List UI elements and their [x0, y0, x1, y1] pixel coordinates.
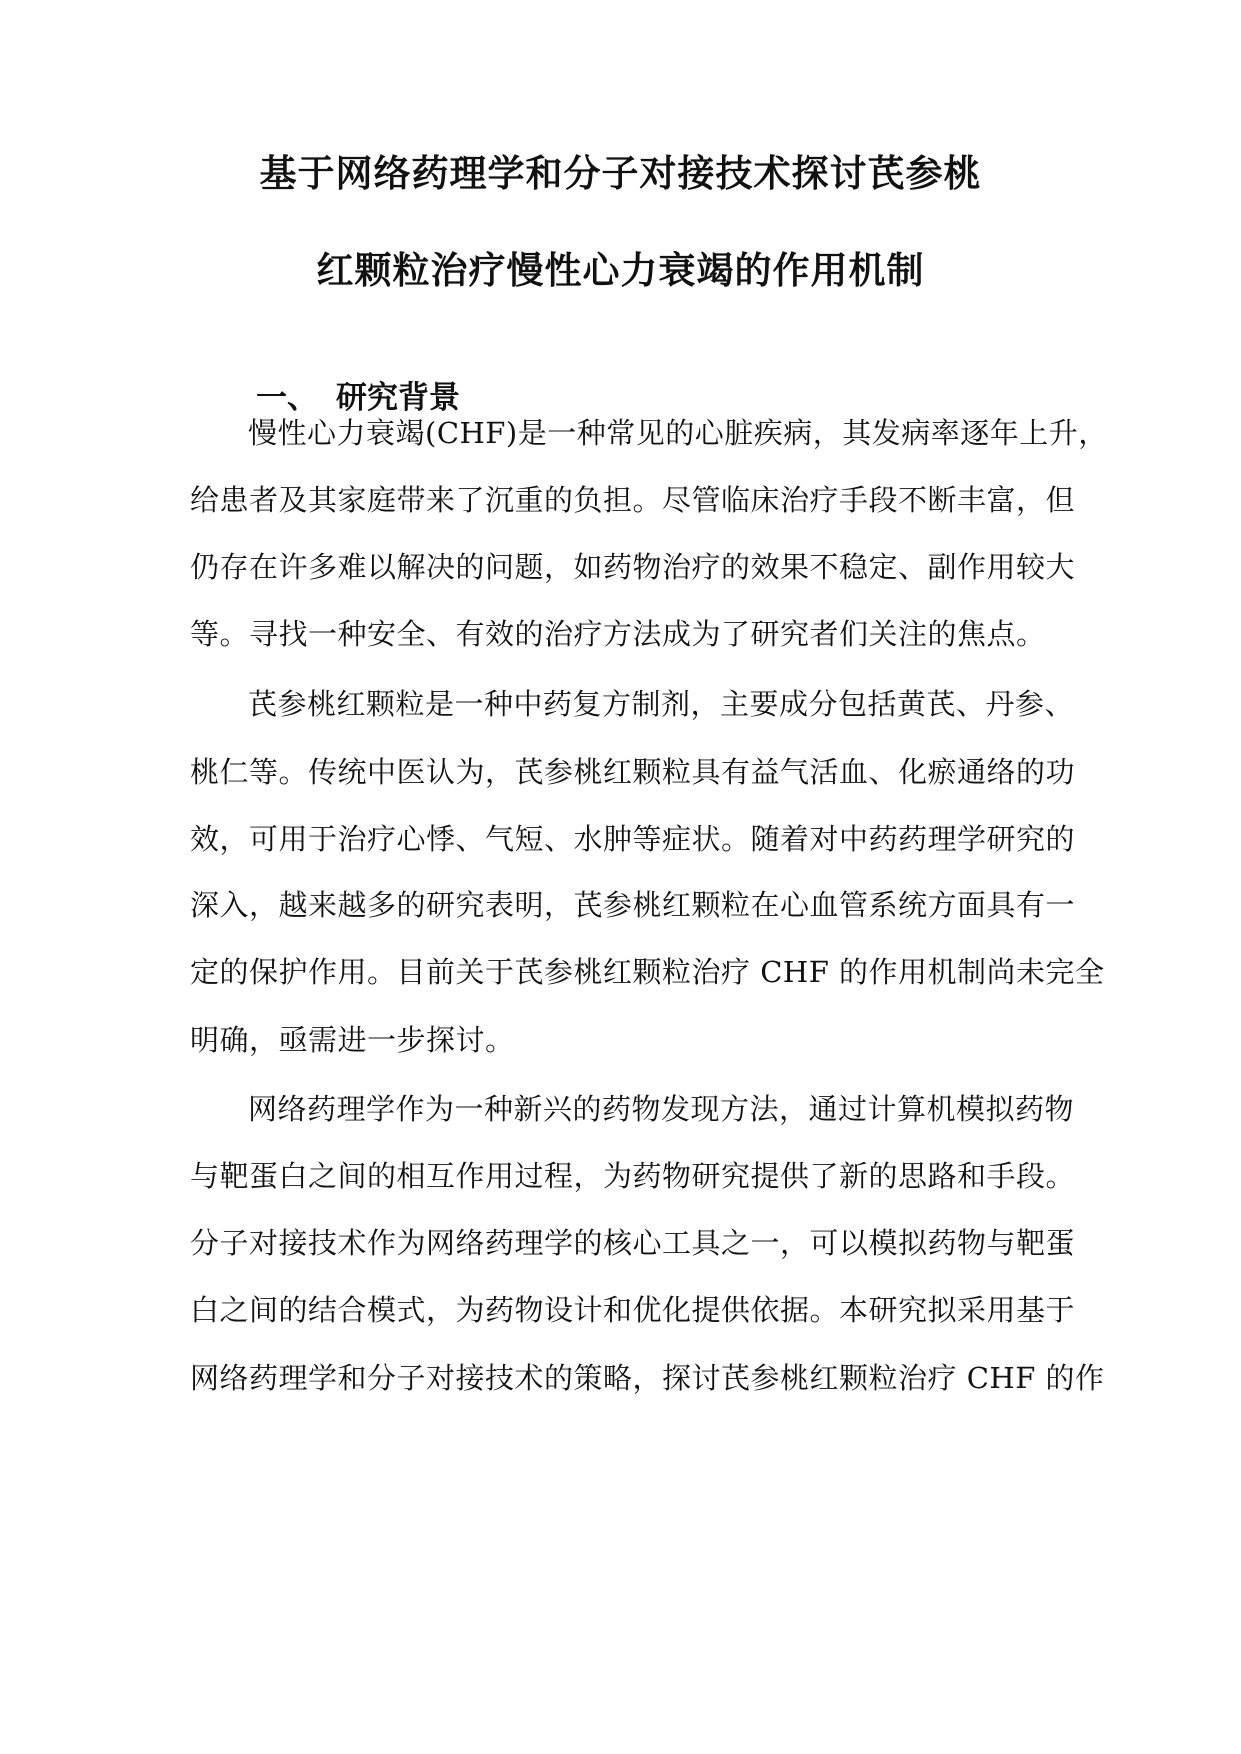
- paragraph-line: 网络药理学作为一种新兴的药物发现方法，通过计算机模拟药物: [248, 1092, 1075, 1126]
- document-title-line-2: 红颗粒治疗慢性心力衰竭的作用机制: [316, 249, 925, 292]
- section-number: 一、: [256, 380, 318, 416]
- paragraph-line: 等。寻找一种安全、有效的治疗方法成为了研究者们关注的焦点。: [190, 617, 1046, 651]
- paragraph-line: 与靶蛋白之间的相互作用过程，为药物研究提供了新的思路和手段。: [190, 1159, 1076, 1193]
- paragraph-line: 分子对接技术作为网络药理学的核心工具之一，可以模拟药物与靶蛋: [190, 1226, 1076, 1260]
- paragraph-line: 慢性心力衰竭(CHF)是一种常见的心脏疾病，其发病率逐年上升，: [248, 416, 1108, 450]
- paragraph-line: 效，可用于治疗心悸、气短、水肿等症状。随着对中药药理学研究的: [190, 822, 1076, 856]
- paragraph-line: 白之间的结合模式，为药物设计和优化提供依据。本研究拟采用基于: [190, 1293, 1076, 1327]
- paragraph-line: 网络药理学和分子对接技术的策略，探讨芪参桃红颗粒治疗 CHF 的作: [190, 1361, 1105, 1395]
- paragraph-line: 定的保护作用。目前关于芪参桃红颗粒治疗 CHF 的作用机制尚未完全: [190, 955, 1105, 989]
- paragraph-line: 桃仁等。传统中医认为，芪参桃红颗粒具有益气活血、化瘀通络的功: [190, 755, 1076, 789]
- section-heading: [256, 378, 460, 418]
- section-title: 研究背景: [336, 380, 460, 416]
- paragraph-line: 仍存在许多难以解决的问题，如药物治疗的效果不稳定、副作用较大: [190, 550, 1076, 584]
- document-title-line-1: 基于网络药理学和分子对接技术探讨芪参桃: [259, 152, 982, 195]
- paragraph-line: 深入，越来越多的研究表明，芪参桃红颗粒在心血管系统方面具有一: [190, 888, 1076, 922]
- paragraph-line: 芪参桃红颗粒是一种中药复方制剂，主要成分包括黄芪、丹参、: [248, 687, 1075, 721]
- paragraph-line: 给患者及其家庭带来了沉重的负担。尽管临床治疗手段不断丰富，但: [190, 483, 1076, 517]
- paragraph-line: 明确，亟需进一步探讨。: [190, 1023, 515, 1057]
